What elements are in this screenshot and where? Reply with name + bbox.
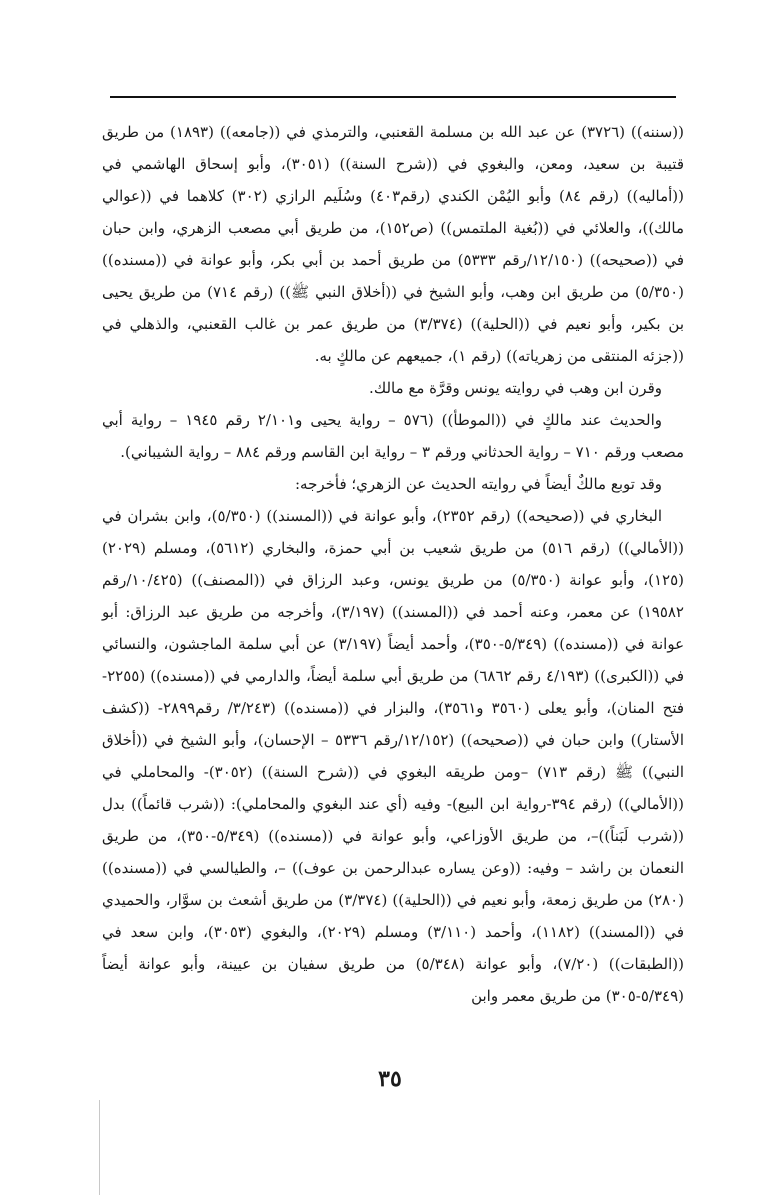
paragraph-muwatta: والحديث عند مالكٍ في ((الموطأ)) (٥٧٦ – رواية يحيى و٢/١٠١ رقم ١٩٤٥ – رواية أبي مصعب ورقم ٧١٠ – رواية الحدثاني ورقم ٣ – رواية ابن القاسم ورقم ٨٨٤ – رواية الشيباني). [102,411,684,461]
paragraph-takhrij: البخاري في ((صحيحه)) (رقم ٢٣٥٢)، وأبو عوانة في ((المسند)) (٥/٣٥٠)، وابن بشران في ((الأمالي)) (رقم ٥١٦) من طريق شعيب بن أبي حمزة، والبخاري (٥٦١٢)، ومسلم (٢٠٢٩) (١٢٥)، وأبو عوانة (٥/٣٥٠) من طريق يونس، وعبد الرزاق في ((المصنف)) (١٠/٤٢٥/رقم ١٩٥٨٢) عن معمر، وعنه أحمد في ((المسند)) (٣/١٩٧)، وأخرجه من طريق عبد الرزاق: أبو عوانة في ((مسنده)) (٥/٣٤٩-٣٥٠)، وأحمد أيضاً (٣/١٩٧) عن أبي سلمة الماجشون، والنسائي في ((الكبرى)) (٤/١٩٣ رقم ٦٨٦٢) من طريق أبي سلمة أيضاً، والدارمي في ((مسنده)) (٢٢٥٥- فتح المنان)، وأبو يعلى (٣٥٦٠ و٣٥٦١)، والبزار في ((مسنده)) (٣/٢٤٣/ رقم٢٨٩٩- ((كشف الأستار)) وابن حبان في ((صحيحه)) (١٢/١٥٢/رقم ٥٣٣٦ – الإحسان)، وأبو الشيخ في ((أخلاق النبي)) ﷺ (رقم ٧١٣) –ومن طريقه البغوي في ((شرح السنة)) (٣٠٥٢)- والمحاملي في ((الأمالي)) (رقم ٣٩٤-رواية ابن البيع)- وفيه (أي عند البغوي والمحاملي): ((شرب قائماً)) بدل ((شرب لَبَناً))–، من طريق الأوزاعي، وأبو عوانة في ((مسنده)) (٥/٣٤٩-٣٥٠)، من طريق النعمان بن راشد – وفيه: ((وعن يساره عبدالرحمن بن عوف)) –، والطيالسي في ((مسنده)) (٢٨٠) من طريق زمعة، وأبو نعيم في ((الحلية)) (٣/٣٧٤) من طريق أشعث بن سوَّار، والحميدي في ((المسند)) (١١٨٢)، وأحمد (٣/١١٠) ومسلم (٢٠٢٩)، والبغوي (٣٠٥٣)، وابن سعد في ((الطبقات)) (٧/٢٠)، وأبو عوانة (٥/٣٤٨) من طريق سفيان بن عيينة، وأبو عوانة أيضاً (٥/٣٤٩-٣٠٥) من طريق معمر وابن [102,507,685,1005]
paragraph-followers-intro: وقد توبع مالكٌ أيضاً في روايته الحديث عن الزهري؛ فأخرجه: [294,475,662,493]
scan-edge-line [99,1100,100,1195]
footnote-text [102,116,684,1012]
footnote-separator-line [110,96,676,98]
paragraph-citations: ((سننه)) (٣٧٢٦) عن عبد الله بن مسلمة القعنبي، والترمذي في ((جامعه)) (١٨٩٣) من طريق قتيبة بن سعيد، ومعن، والبغوي في ((شرح السنة)) (٣٠٥١)، وأبو إسحاق الهاشمي في ((أماليه)) (رقم ٨٤) وأبو اليُمْن الكندي (رقم٤٠٣) وسُلَيم الرازي (٣٠٢) كلاهما في ((عوالي مالك))، والعلائي في ((بُغية الملتمس)) (ص١٥٢)، من طريق أبي مصعب الزهري، وابن حبان في ((صحيحه)) (١٢/١٥٠/رقم ٥٣٣٣) من طريق أحمد بن أبي بكر، وأبو عوانة في ((مسنده)) (٥/٣٥٠) من طريق ابن وهب، وأبو الشيخ في ((أخلاق النبي ﷺ)) (رقم ٧١٤) من طريق يحيى بن بكير، وأبو نعيم في ((الحلية)) (٣/٣٧٤) من طريق عمر بن غالب القعنبي، والذهلي في ((جزئه المنتقى من زهرياته)) (رقم ١)، جميعهم عن مالكٍ به. [102,123,685,365]
paragraph-ibn-wahb-note: وقرن ابن وهب في روايته يونس وقرَّة مع مالك. [369,379,662,397]
page-number: ٣٥ [378,1066,402,1092]
